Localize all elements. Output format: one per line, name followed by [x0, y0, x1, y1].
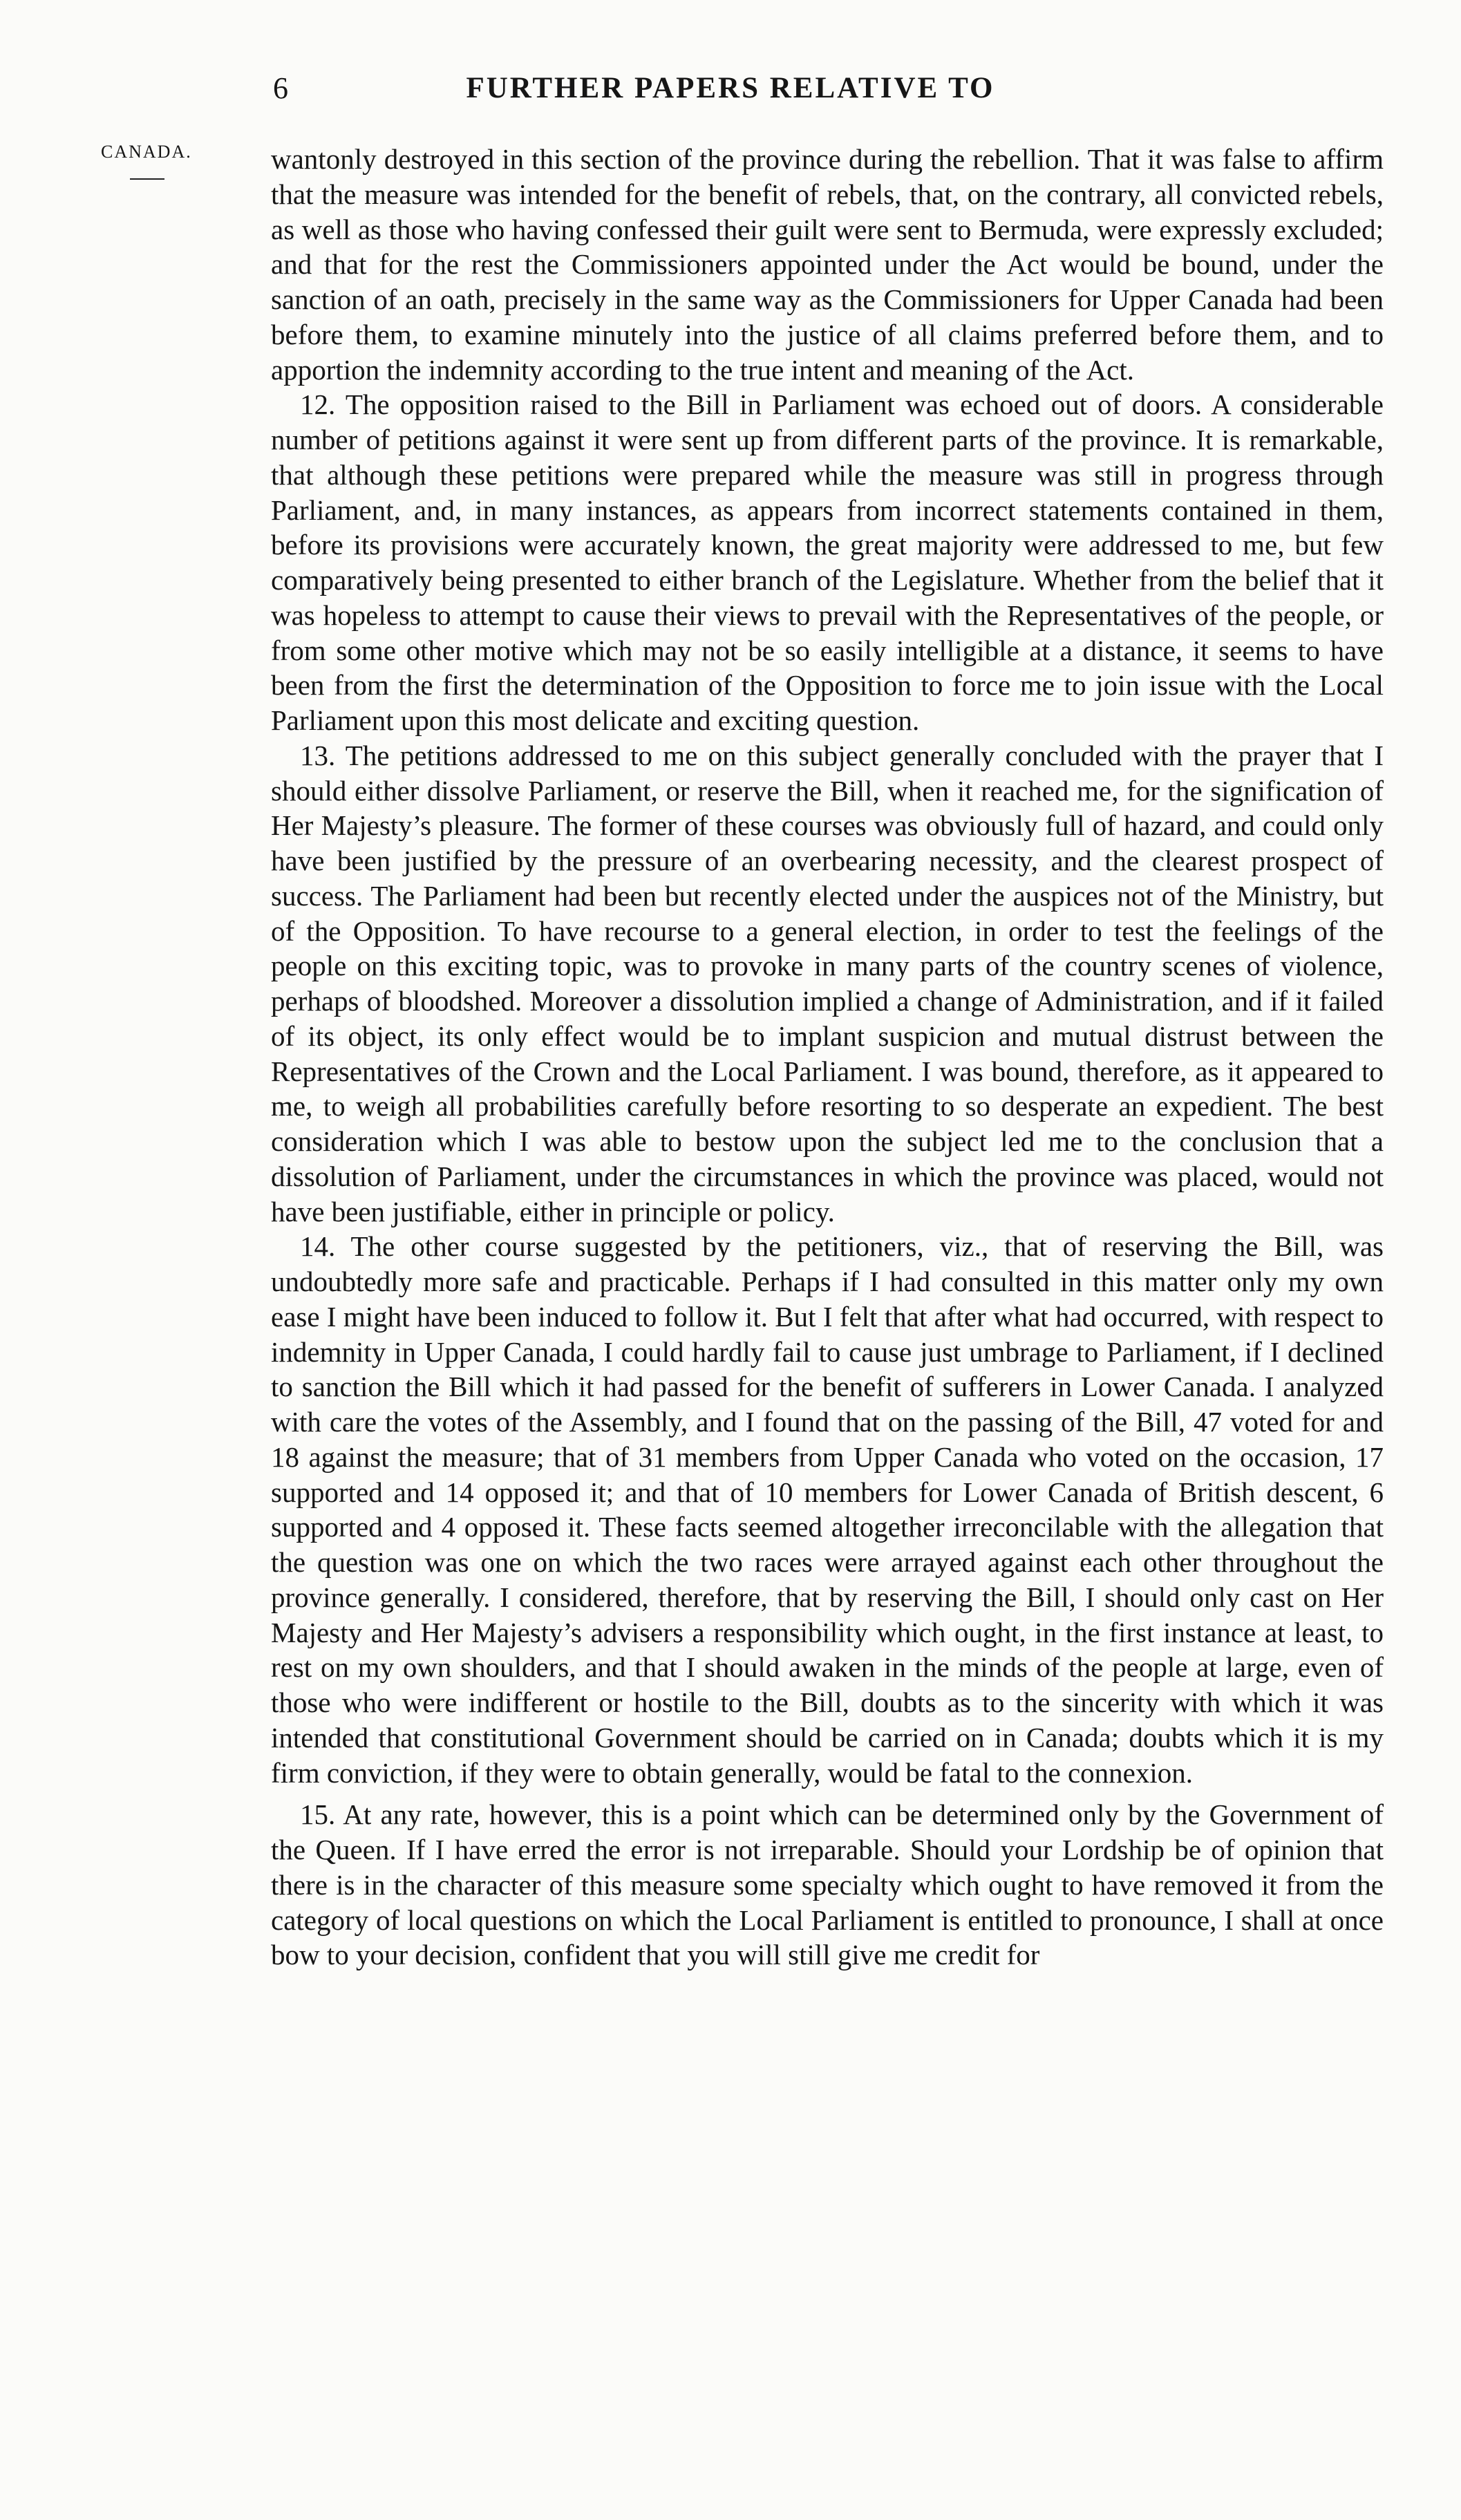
- page-number: 6: [273, 71, 288, 105]
- paragraph-continued: wantonly destroyed in this section of the province during the rebellion. That it was false to affirm that the measure was intended for the benefit of rebels, that, on the contrary, all convicted rebels, as well as those who having confessed their guilt were sent to Bermuda, were expressly excluded; and that for the rest the Commissioners appointed under the Act would be bound, under the sanction of an oath, precisely in the same way as the Commissioners for Upper Canada had been before them, to examine minutely into the justice of all claims preferred before them, and to apportion the indemnity according to the true intent and meaning of the Act.: [271, 143, 1384, 386]
- paragraph-12: 12. The opposition raised to the Bill in Parliament was echoed out of doors. A considerable number of petitions against it were sent up from different parts of the province. It is remarkable, that although these petitions were prepared while the measure was still in progress through Parliament, and, in many instances, as appears from incorrect statements contained in them, before its provisions were accurately known, the great majority were addressed to me, but few comparatively being presented to either branch of the Legislature. Whether from the belief that it was hopeless to attempt to cause their views to prevail with the Representatives of the people, or from some other motive which may not be so easily intelligible at a distance, it seems to have been from the first the determination of the Opposition to force me to join issue with the Local Parliament upon this most delicate and exciting question.: [271, 388, 1384, 736]
- paragraph-15: 15. At any rate, however, this is a point which can be determined only by the Government of the Queen. If I have erred the error is not irreparable. Should your Lordship be of opinion that there is in the character of this measure some specialty which ought to have removed it from the category of local questions on which the Local Parliament is entitled to pronounce, I shall at once bow to your decision, confident that you will still give me credit for: [271, 1798, 1384, 1971]
- running-title: FURTHER PAPERS RELATIVE TO: [466, 72, 995, 104]
- page-header: [0, 68, 1461, 109]
- body-text: [271, 142, 1384, 1973]
- paragraph-14: 14. The other course suggested by the petitioners, viz., that of reserving the Bill, was undoubtedly more safe and practicable. Perhaps if I had consulted in this matter only my own ease I might have been induced to follow it. But I felt that after what had occurred, with respect to indemnity in Upper Canada, I could hardly fail to cause just umbrage to Parliament, if I declined to sanction the Bill which it had passed for the benefit of sufferers in Lower Canada. I analyzed with care the votes of the Assembly, and I found that on the passing of the Bill, 47 voted for and 18 against the measure; that of 31 members from Upper Canada who voted on the occasion, 17 supported and 14 opposed it; and that of 10 members for Lower Canada of British descent, 6 supported and 4 opposed it. These facts seemed altogether irreconcilable with the allegation that the question was one on which the two races were arrayed against each other throughout the province generally. I considered, therefore, that by reserving the Bill, I should only cast on Her Majesty and Her Majesty’s advisers a responsibility which ought, in the first instance at least, to rest on my own shoulders, and that I should awaken in the minds of the people at large, even of those who were indifferent or hostile to the Bill, doubts as to the sincerity with which it was intended that constitutional Government should be carried on in Canada; doubts which it is my firm conviction, if they were to obtain generally, would be fatal to the connexion.: [271, 1230, 1384, 1789]
- paragraph-13: 13. The petitions addressed to me on this subject generally concluded with the prayer that I should either dissolve Parliament, or reserve the Bill, when it reached me, for the signification of Her Majesty’s pleasure. The former of these courses was obviously full of hazard, and could only have been justified by the pressure of an overbearing necessity, and the clearest prospect of success. The Parliament had been but recently elected under the auspices not of the Ministry, but of the Opposition. To have recourse to a general election, in order to test the feelings of the people on this exciting topic, was to provoke in many parts of the country scenes of violence, perhaps of bloodshed. Moreover a dissolution implied a change of Administration, and if it failed of its object, its only effect would be to implant suspicion and mutual distrust between the Representatives of the Crown and the Local Parliament. I was bound, therefore, as it appeared to me, to weigh all probabilities carefully before resorting to so desperate an expedient. The best consideration which I was able to bestow upon the subject led me to the conclusion that a dissolution of Parliament, under the circumstances in which the province was placed, would not have been justifiable, either in principle or policy.: [271, 739, 1384, 1228]
- margin-rule: [130, 178, 164, 180]
- margin-label: CANADA.: [101, 142, 192, 162]
